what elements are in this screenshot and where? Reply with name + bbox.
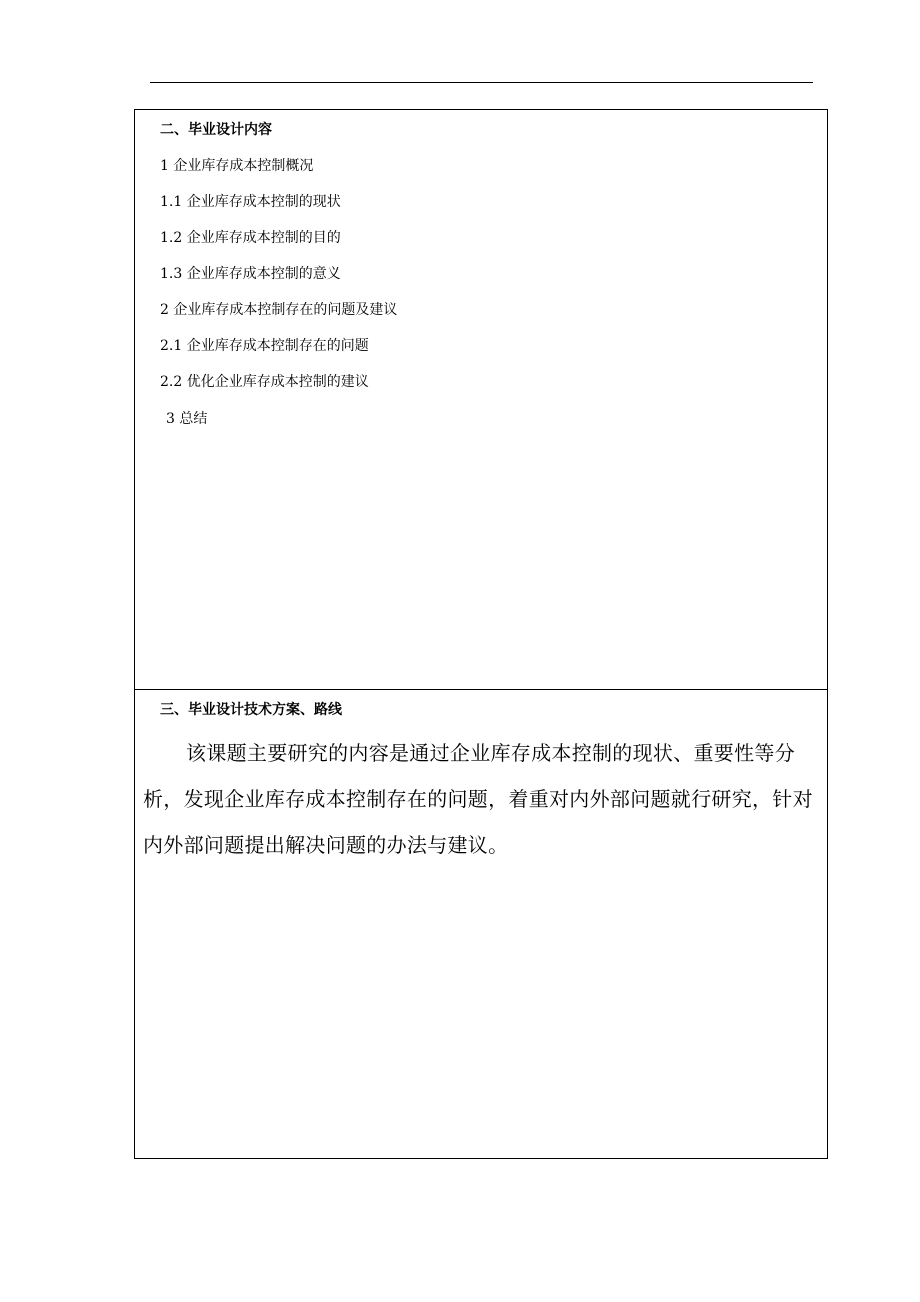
outline-item-1-2: 1.2 企业库存成本控制的目的 [160, 230, 341, 246]
design-content-section [135, 110, 827, 690]
design-content-heading: 二、毕业设计内容 [160, 122, 272, 138]
technical-plan-section [135, 690, 827, 1160]
technical-plan-heading: 三、毕业设计技术方案、路线 [160, 702, 342, 718]
outline-item-2-1: 2.1 企业库存成本控制存在的问题 [160, 338, 369, 354]
outline-item-3: 3 总结 [166, 411, 208, 427]
outline-item-1-1: 1.1 企业库存成本控制的现状 [160, 194, 341, 210]
outline-item-1-3: 1.3 企业库存成本控制的意义 [160, 266, 341, 282]
outline-item-2-2: 2.2 优化企业库存成本控制的建议 [160, 374, 369, 390]
header-rule [150, 82, 813, 83]
technical-plan-paragraph: 该课题主要研究的内容是通过企业库存成本控制的现状、重要性等分析，发现企业库存成本控制存在的问题，着重对内外部问题就行研究，针对内外部问题提出解决问题的办法与建议。 [143, 741, 813, 857]
outline-item-2: 2 企业库存成本控制存在的问题及建议 [160, 302, 398, 318]
outline-item-1: 1 企业库存成本控制概况 [160, 158, 314, 174]
thesis-form-table [134, 109, 828, 1159]
